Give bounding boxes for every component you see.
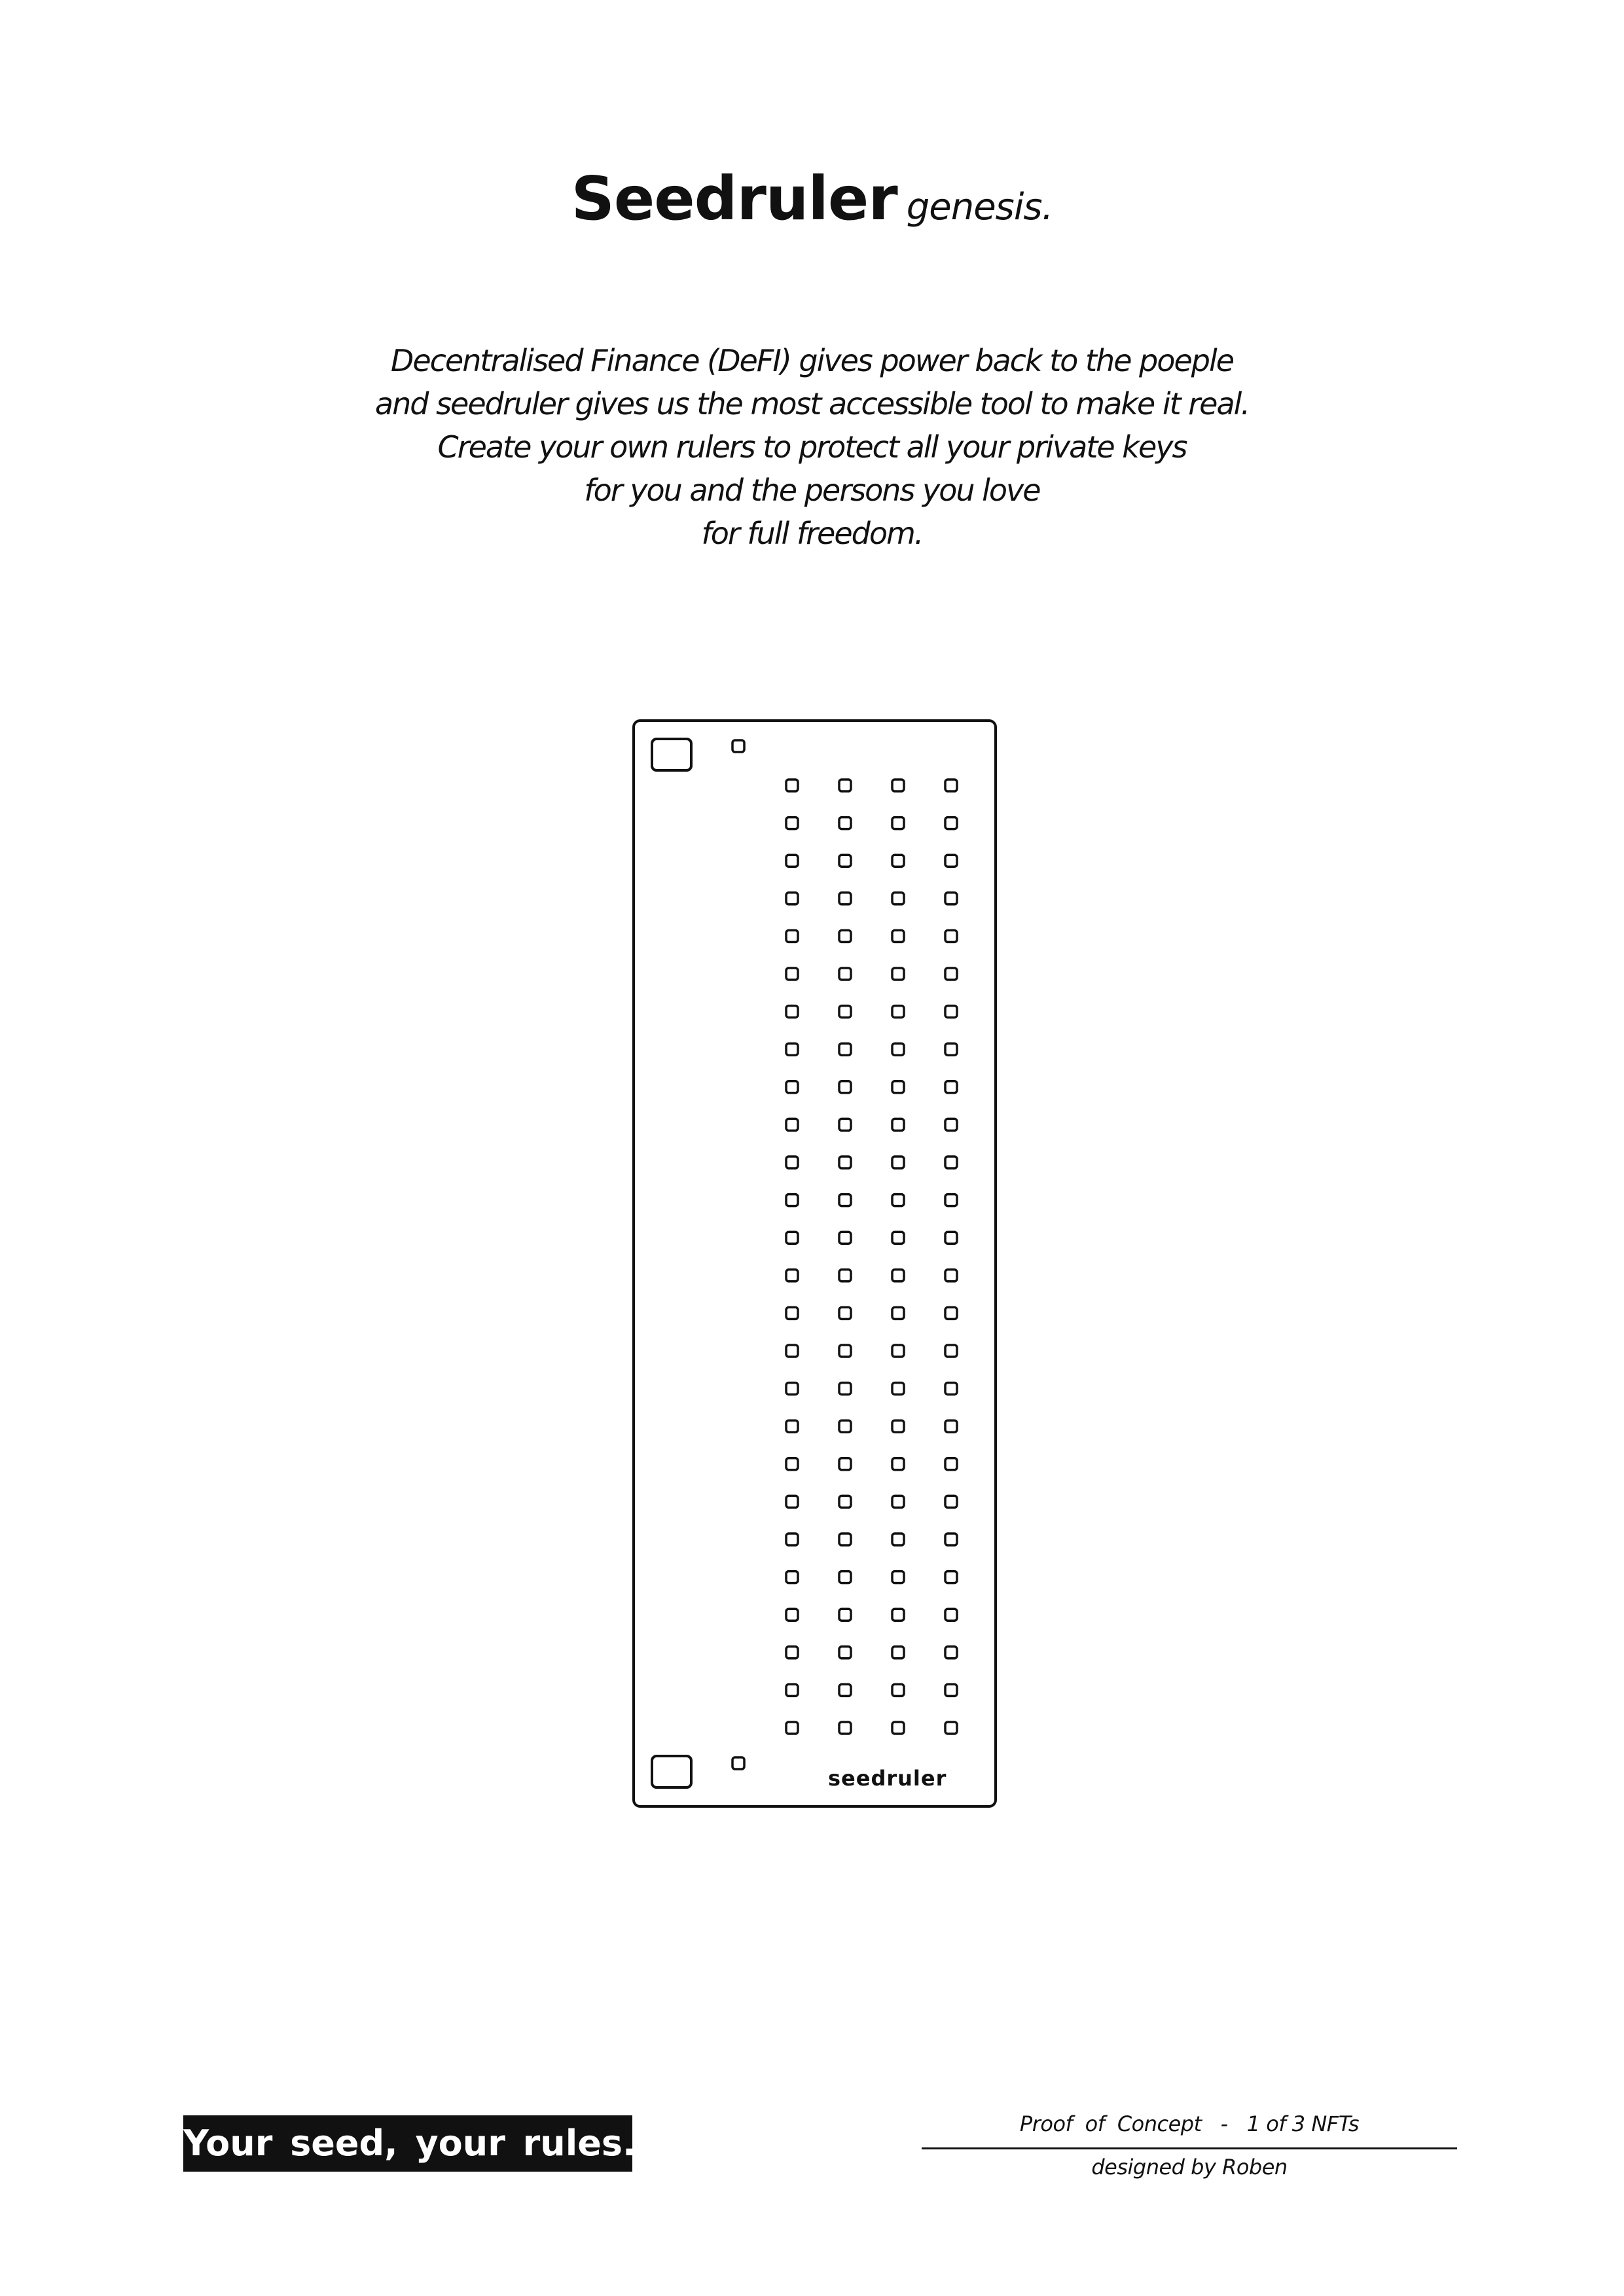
edition-label: Proof of Concept - 1 of 3 NFTs (1019, 2111, 1360, 2136)
intro-line: and seedruler gives us the most accessible tool to make it real. (374, 386, 1250, 422)
intro-line: Create your own rulers to protect all your private keys (437, 429, 1187, 465)
title-subtitle: genesis. (906, 186, 1053, 228)
seedruler-drawing (632, 719, 998, 1808)
ruler-outline (634, 721, 996, 1806)
intro-line: Decentralised Finance (DeFI) gives power back to the poeple (390, 343, 1234, 378)
slogan-banner: Your seed, your rules. (183, 2115, 632, 2172)
intro-line: for full freedom. (701, 516, 923, 551)
intro-line: for you and the persons you love (584, 473, 1040, 508)
title-main: Seedruler (571, 164, 897, 234)
footer-divider (922, 2147, 1457, 2149)
ruler-brand-label: seedruler (828, 1766, 947, 1791)
designer-credit: designed by Roben (1091, 2155, 1288, 2179)
intro-paragraph (0, 339, 1624, 555)
page-title (0, 164, 1624, 234)
seedruler-plate (632, 719, 998, 1808)
